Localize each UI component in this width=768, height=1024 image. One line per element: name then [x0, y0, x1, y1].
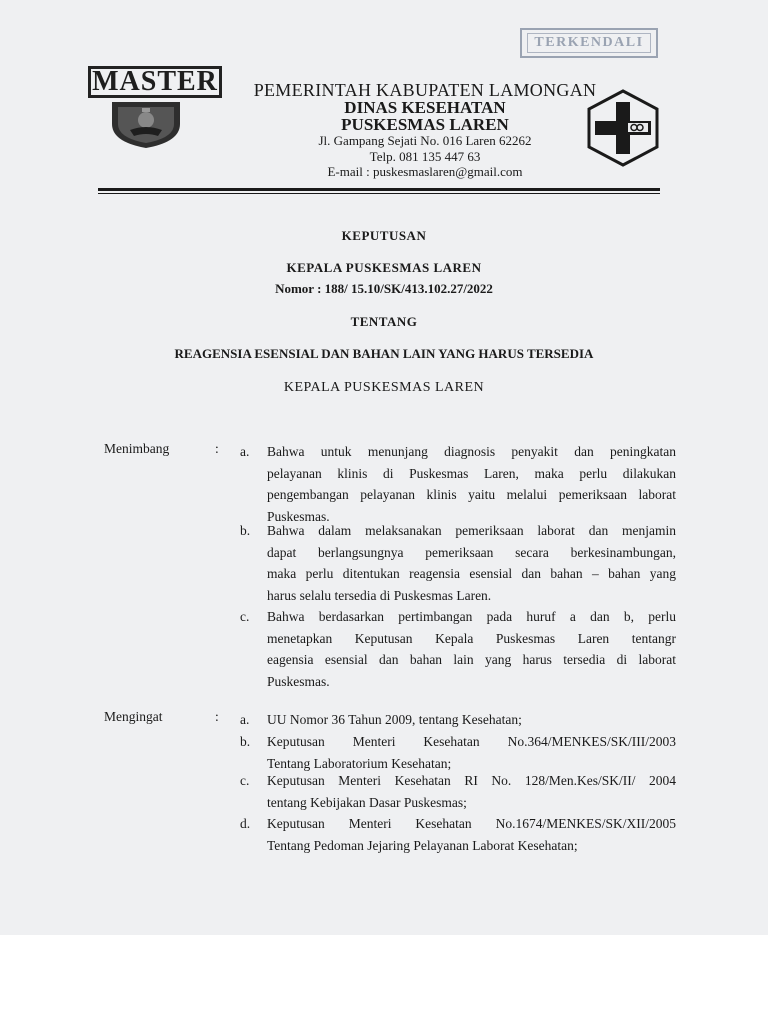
letterhead-rule-thick [98, 188, 660, 191]
item-letter: b. [240, 523, 251, 538]
item-line: Bahwa berdasarkan pertimbangan pada huruf a dan b, perlu [267, 609, 676, 624]
mengingat-item-b [240, 731, 676, 774]
item-line: Keputusan Menteri Kesehatan RI No. 128/Men.Kes/SK/II/ 2004 [267, 773, 676, 788]
item-line: Bahwa dalam melaksanakan pemeriksaan laborat dan menjamin [267, 523, 676, 538]
menimbang-item-c [240, 606, 676, 693]
item-line: harus selalu tersedia di Puskesmas Laren. [267, 588, 492, 604]
item-letter: d. [240, 816, 251, 831]
terkendali-stamp-text: TERKENDALI [527, 33, 650, 53]
item-line: eagensia esensial dan bahan lain yang harus tersedia di laborat [267, 652, 676, 668]
decree-number: Nomor : 188/ 15.10/SK/413.102.27/2022 [275, 281, 493, 296]
letterhead-phone: Telp. 081 135 447 63 [369, 149, 481, 164]
letterhead-department: DINAS KESEHATAN [344, 98, 506, 117]
menimbang-colon: : [215, 441, 219, 456]
mengingat-label: Mengingat [104, 709, 163, 724]
item-letter: a. [240, 444, 250, 459]
lamongan-regency-emblem-icon [108, 98, 184, 155]
item-line: pelayanan klinis di Puskesmas Laren, maka perlu dilakukan [267, 465, 676, 481]
item-line: dapat berlangsungnya pemeriksaan secara berkesinambungan, [267, 544, 676, 560]
tentang-heading: TENTANG [350, 314, 418, 329]
issuer-heading: KEPALA PUSKESMAS LAREN [286, 260, 482, 275]
menimbang-item-b [240, 520, 676, 607]
terkendali-stamp [520, 28, 658, 58]
issuer-subheading: KEPALA PUSKESMAS LAREN [283, 380, 485, 395]
document-type-heading: KEPUTUSAN [341, 228, 427, 243]
item-line: Tentang Laboratorium Kesehatan; [267, 755, 452, 771]
menimbang-label: Menimbang [104, 441, 170, 456]
letterhead-email: E-mail : puskesmaslaren@gmail.com [327, 164, 523, 179]
item-line: Keputusan Menteri Kesehatan No.364/MENKES/SK/III/2003 [267, 734, 676, 749]
letterhead-rule-thin [98, 193, 660, 194]
item-line: tentang Kebijakan Dasar Puskesmas; [267, 794, 467, 810]
decree-subject: REAGENSIA ESENSIAL DAN BAHAN LAIN YANG HARUS TERSEDIA [174, 346, 594, 361]
item-letter: b. [240, 734, 251, 749]
item-line: Tentang Pedoman Jejaring Pelayanan Laborat Kesehatan; [267, 837, 578, 853]
item-line: Puskesmas. [267, 509, 330, 525]
item-line: Bahwa untuk menunjang diagnosis penyakit dan peningkatan [267, 444, 676, 459]
mengingat-item-d [240, 813, 676, 856]
master-stamp: MASTER [88, 66, 222, 98]
item-line: Puskesmas. [267, 674, 330, 690]
mengingat-item-a [240, 709, 676, 731]
item-letter: c. [240, 773, 250, 788]
mengingat-item-c [240, 770, 676, 813]
item-letter: c. [240, 609, 250, 624]
item-line: maka perlu ditentukan reagensia esensial dan bahan – bahan yang [267, 566, 676, 582]
mengingat-colon: : [215, 709, 219, 724]
item-line: pengembangan pelayanan klinis yaitu melalui pemeriksaan laborat [267, 487, 676, 503]
letterhead-government: PEMERINTAH KABUPATEN LAMONGAN [253, 80, 597, 100]
item-line: Keputusan Menteri Kesehatan No.1674/MENKES/SK/XII/2005 [267, 816, 676, 831]
item-line: UU Nomor 36 Tahun 2009, tentang Kesehatan; [267, 712, 522, 727]
item-line: menetapkan Keputusan Kepala Puskesmas Laren tentangr [267, 630, 676, 646]
letterhead-institution: PUSKESMAS LAREN [341, 115, 509, 134]
menimbang-item-a [240, 441, 676, 528]
item-letter: a. [240, 712, 250, 727]
letterhead-address: Jl. Gampang Sejati No. 016 Laren 62262 [318, 133, 532, 148]
